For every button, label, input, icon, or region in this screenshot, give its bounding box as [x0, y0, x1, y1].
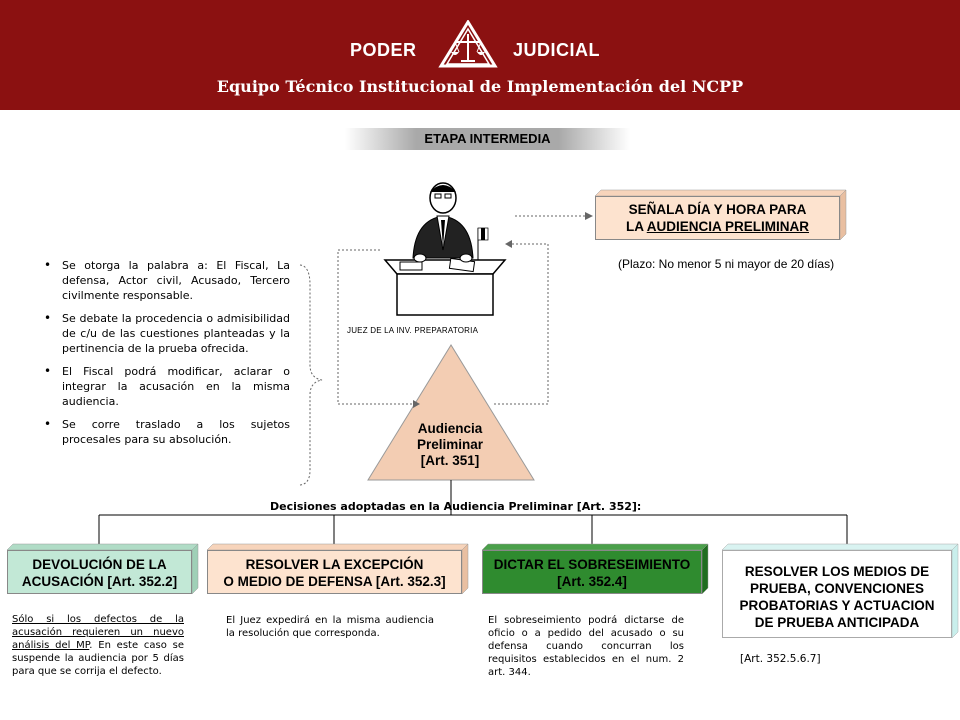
schedule-line2-prefix: LA — [625, 219, 647, 234]
box-line: DEVOLUCIÓN DE LA — [32, 557, 167, 572]
decision-box-devolucion — [7, 550, 192, 594]
judge-at-desk-icon — [375, 180, 515, 330]
header-left-word: PODER — [350, 40, 417, 60]
description-excepcion: El Juez expedirá en la misma audiencia la resolución que corresponda. — [226, 615, 434, 639]
judge-caption: JUEZ DE LA INV. PREPARATORIA — [347, 326, 479, 335]
box-line: DICTAR EL SOBRESEIMIENTO — [493, 557, 691, 572]
box-line: O MEDIO DE DEFENSA [Art. 352.3] — [223, 574, 446, 589]
box-line: RESOLVER LOS MEDIOS DE — [744, 564, 930, 579]
description-devolucion-underlined: Sólo si los defectos de la acusación requieren un nuevo análisis del MP — [12, 614, 184, 651]
list-item: • Se otorga la palabra a: El Fiscal, La defensa, Actor civil, Acusado, Tercero civilmente responsable. — [44, 258, 290, 303]
decision-box-medios-prueba — [722, 550, 952, 638]
box-line: PRUEBA, CONVENCIONES — [749, 581, 925, 596]
hearing-procedure-list — [44, 258, 290, 455]
box-line: RESOLVER LA EXCEPCIÓN — [245, 557, 424, 572]
deadline-note: (Plazo: No menor 5 ni mayor de 20 días) — [618, 257, 835, 271]
list-item: • El Fiscal podrá modificar, aclarar o integrar la acusación en la misma audiencia. — [44, 364, 290, 409]
decision-box-sobreseimiento — [482, 550, 702, 594]
schedule-line2-underlined: AUDIENCIA PRELIMINAR — [646, 219, 809, 234]
decision-box-excepcion — [207, 550, 462, 594]
description-devolucion-rest: . En este caso se suspende la audiencia por 5 días para que se corrija el defecto. — [12, 640, 184, 677]
box-line: PROBATORIAS Y ACTUACION — [739, 598, 935, 613]
decisions-title: Decisiones adoptadas en la Audiencia Preliminar [Art. 352]: — [270, 500, 642, 513]
description-devolucion — [12, 613, 184, 678]
description-medios-prueba: [Art. 352.5.6.7] — [740, 653, 821, 665]
list-item: • Se corre traslado a los sujetos procesales para su absolución. — [44, 417, 290, 447]
schedule-line1: SEÑALA DÍA Y HORA PARA — [628, 202, 807, 217]
stage-title: ETAPA INTERMEDIA — [345, 128, 630, 150]
triangle-line2: Preliminar — [416, 437, 484, 452]
triangle-label — [400, 421, 500, 469]
header-subtitle: Equipo Técnico Institucional de Implementación del NCPP — [216, 77, 744, 96]
header-right-word: JUDICIAL — [513, 40, 601, 60]
schedule-line2 — [596, 218, 839, 235]
box-line: [Art. 352.4] — [557, 574, 627, 589]
list-item: • Se debate la procedencia o admisibilidad de c/u de las cuestiones planteadas y la pertinencia de la prueba ofrecida. — [44, 311, 290, 356]
schedule-hearing-box — [595, 196, 840, 240]
description-sobreseimiento: El sobreseimiento podrá dictarse de oficio o a pedido del acusado o su defensa cuando concurran los requisitos establecidos en el num. 2 art. 344. — [488, 615, 684, 678]
triangle-line1: Audiencia — [417, 421, 483, 436]
box-line: ACUSACIÓN [Art. 352.2] — [21, 574, 178, 589]
box-line: DE PRUEBA ANTICIPADA — [754, 615, 920, 630]
triangle-line3: [Art. 351] — [420, 453, 480, 468]
bullets-brace — [300, 265, 322, 485]
